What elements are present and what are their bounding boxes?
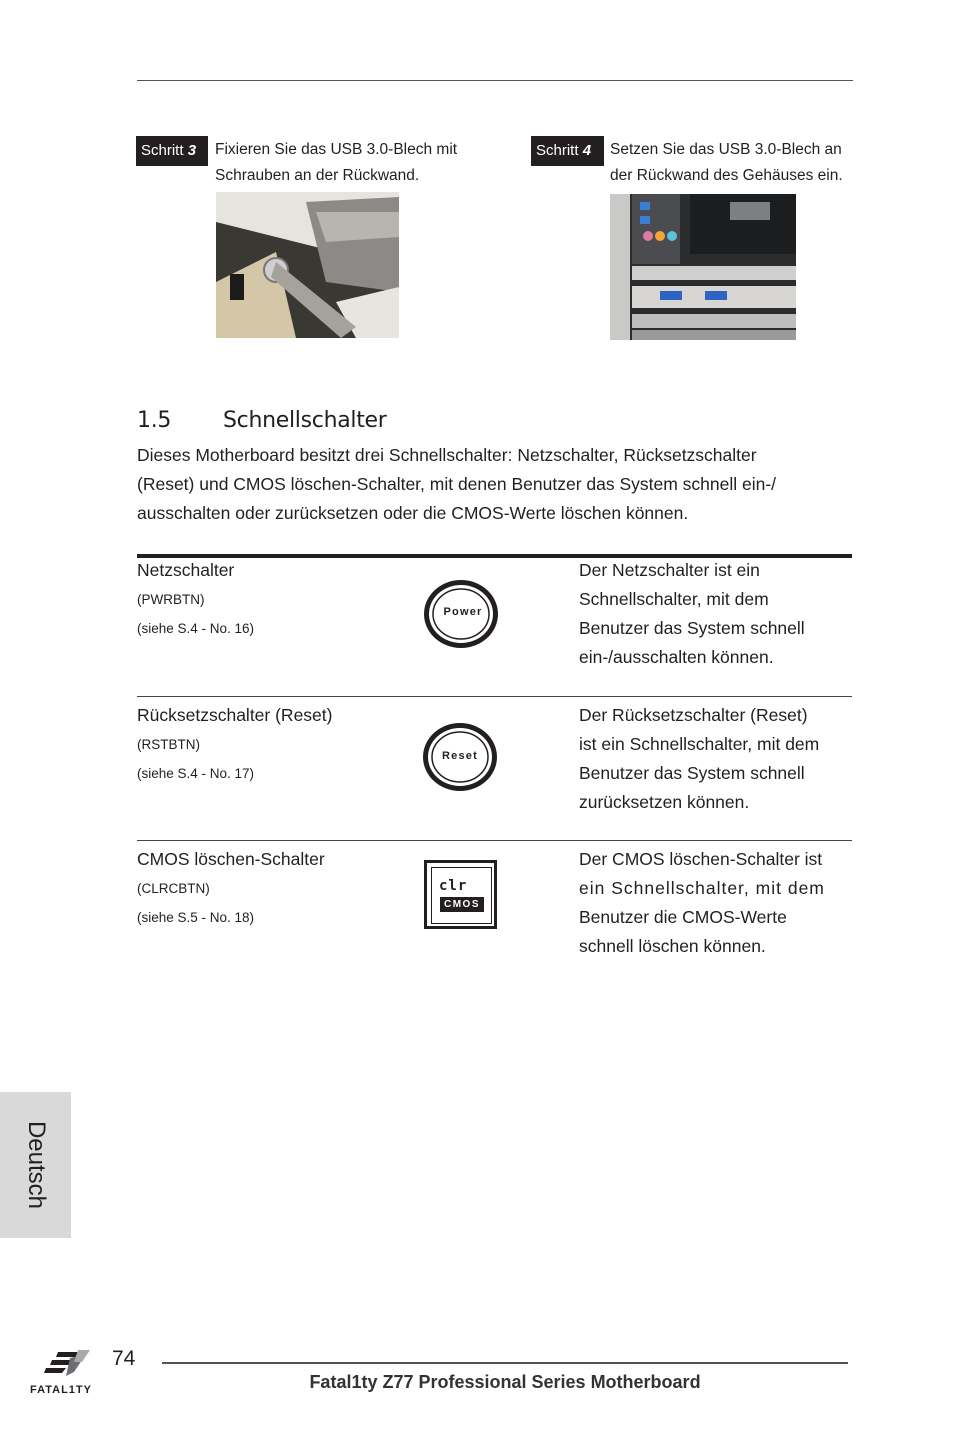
switch-reset-code: (RSTBTN) [137, 737, 200, 752]
desc-line: ein-/ausschalten können. [579, 647, 774, 667]
desc-line: zurücksetzen können. [579, 792, 750, 812]
language-tab-label: Deutsch [22, 1120, 50, 1210]
reset-button-icon [421, 722, 499, 792]
desc-line: Schnellschalter, mit dem [579, 589, 769, 609]
language-tab [0, 1092, 71, 1238]
cmos-icon-label-bottom: CMOS [440, 897, 484, 912]
step-4-badge [531, 136, 604, 166]
intro-line-2: (Reset) und CMOS löschen-Schalter, mit denen Benutzer das System schnell ein-/ [137, 474, 777, 494]
step-4-text [610, 137, 843, 189]
switch-cmos-info [137, 845, 325, 932]
cmos-icon-label-top: clr [439, 878, 468, 894]
switch-cmos-ref: (siehe S.5 - No. 18) [137, 910, 255, 925]
header-rule [137, 80, 853, 81]
switch-cmos-code: (CLRCBTN) [137, 881, 210, 896]
step-4-label: Schritt [536, 142, 579, 159]
reset-icon-label: Reset [442, 750, 478, 762]
step-3-label: Schritt [141, 142, 184, 159]
power-icon-label: Power [443, 606, 483, 618]
intro-line-3: ausschalten oder zurücksetzen oder die CMOS-Werte löschen können. [137, 503, 689, 523]
switch-reset-desc [579, 701, 851, 817]
power-button-icon [422, 579, 500, 649]
step-3-text-line2: Schrauben an der Rückwand. [215, 167, 420, 184]
desc-line: ist ein Schnellschalter, mit dem [579, 734, 820, 754]
step-3-photo [216, 192, 399, 338]
fatal1ty-logo-text: FATAL1TY [30, 1384, 92, 1396]
switch-power-info [137, 556, 254, 643]
switch-power-name: Netzschalter [137, 560, 235, 580]
step-3-text-line1: Fixieren Sie das USB 3.0-Blech mit [215, 141, 458, 158]
desc-line: Benutzer das System schnell [579, 618, 805, 638]
switch-cmos-desc [579, 845, 851, 961]
switch-power-desc [579, 556, 851, 672]
step-3-text [215, 137, 457, 189]
section-intro [137, 441, 853, 528]
desc-line: Der Netzschalter ist ein [579, 560, 760, 580]
switch-reset-name: Rücksetzschalter (Reset) [137, 705, 333, 725]
intro-line-1: Dieses Motherboard besitzt drei Schnellschalter: Netzschalter, Rücksetzschalter [137, 445, 757, 465]
section-title: Schnellschalter [223, 408, 387, 433]
step-4-photo [610, 194, 796, 340]
step-4-number: 4 [582, 142, 592, 159]
switch-reset-info [137, 701, 332, 788]
section-number: 1.5 [137, 408, 172, 433]
step-3-number: 3 [187, 142, 197, 159]
page-number: 74 [112, 1347, 136, 1370]
table-row-divider [137, 696, 852, 697]
switch-cmos-name: CMOS löschen-Schalter [137, 849, 325, 869]
fatal1ty-logo-icon [40, 1348, 100, 1382]
desc-line: Der CMOS löschen-Schalter ist [579, 849, 823, 869]
footer-rule [162, 1362, 848, 1364]
table-row-divider [137, 840, 852, 841]
desc-line: Der Rücksetzschalter (Reset) [579, 705, 808, 725]
switch-reset-ref: (siehe S.4 - No. 17) [137, 766, 255, 781]
clear-cmos-button-icon [424, 860, 497, 929]
desc-line: ein Schnellschalter, mit dem [579, 878, 825, 898]
step-4-text-line1: Setzen Sie das USB 3.0-Blech an [610, 141, 842, 158]
step-4-text-line2: der Rückwand des Gehäuses ein. [610, 167, 843, 184]
switch-power-ref: (siehe S.4 - No. 16) [137, 621, 255, 636]
switch-power-code: (PWRBTN) [137, 592, 205, 607]
desc-line: Benutzer das System schnell [579, 763, 805, 783]
step-3-badge [136, 136, 208, 166]
desc-line: Benutzer die CMOS-Werte [579, 907, 787, 927]
section-heading [137, 408, 387, 433]
desc-line: schnell löschen können. [579, 936, 766, 956]
footer-title: Fatal1ty Z77 Professional Series Motherboard [309, 1372, 701, 1392]
